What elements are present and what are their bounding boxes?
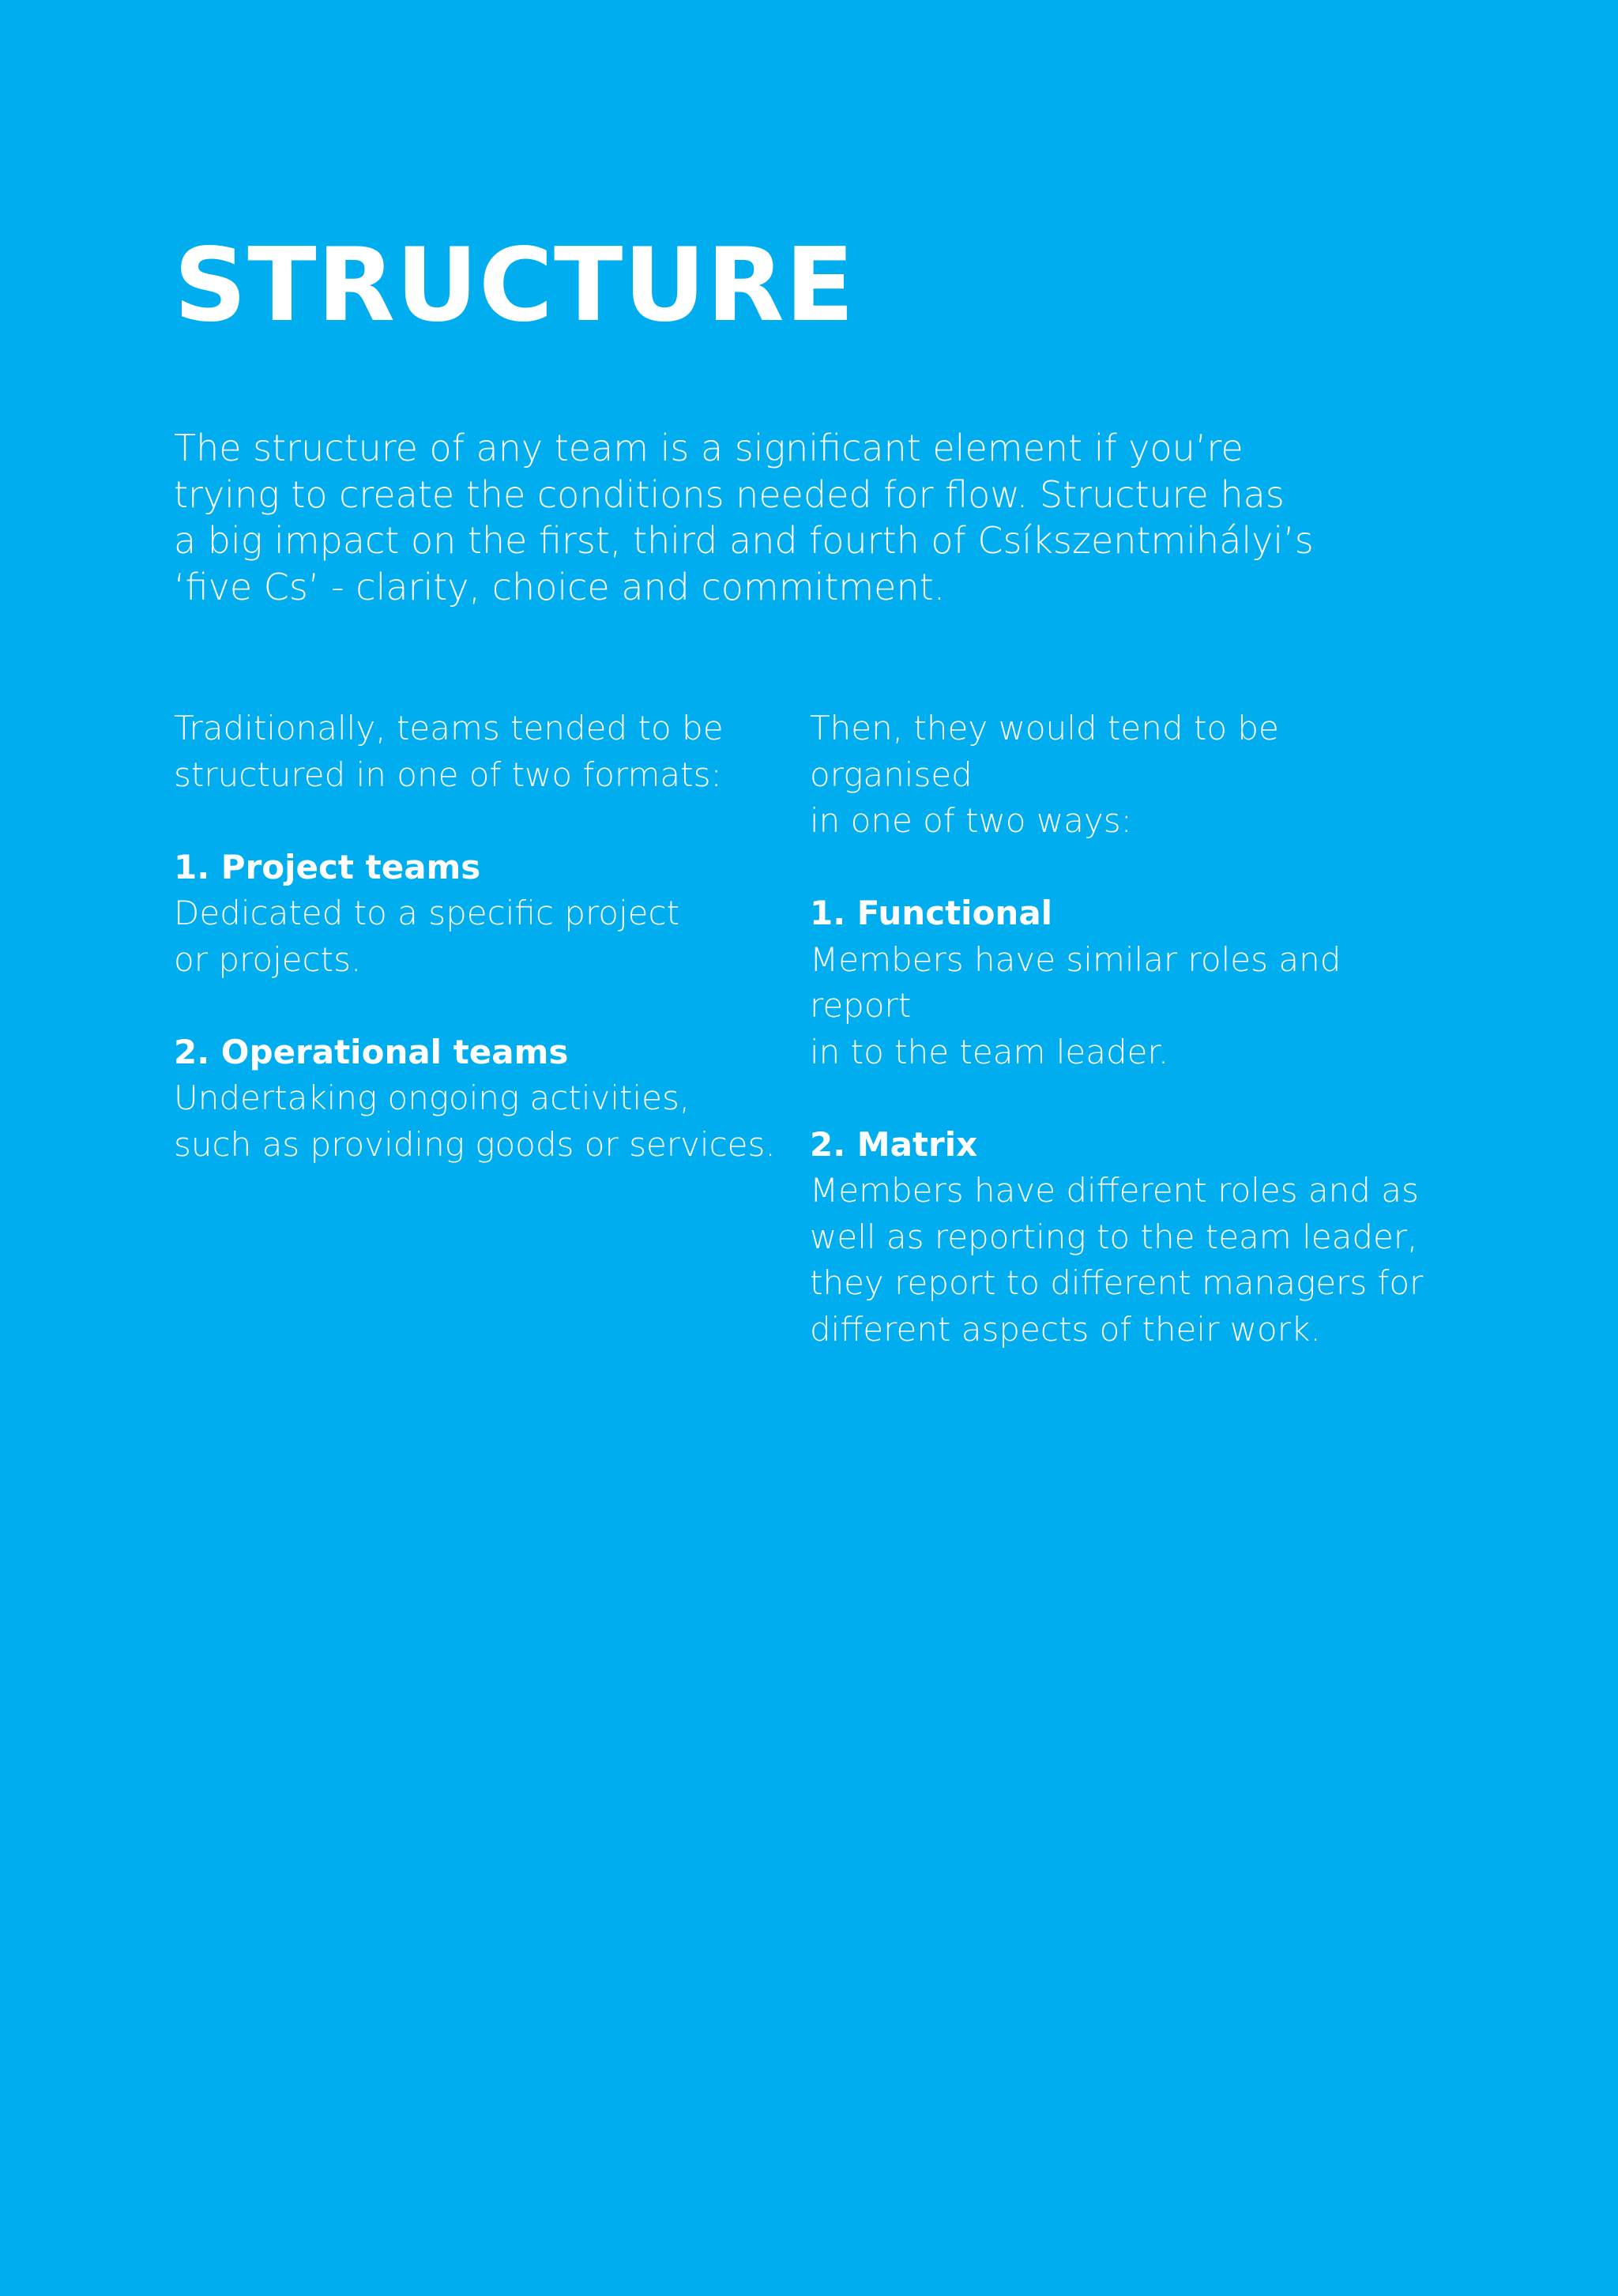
left-lead-text: Traditionally, teams tended to be structured in one of two formats:	[174, 709, 724, 794]
item-title: 1. Project teams	[174, 847, 481, 886]
list-item	[810, 1122, 1442, 1353]
list-item	[810, 890, 1442, 1075]
list-item	[174, 845, 806, 984]
right-lead-text: Then, they would tend to be organised in one of two ways:	[810, 709, 1279, 840]
left-column	[174, 706, 806, 1214]
list-item	[174, 1029, 806, 1169]
item-text: Undertaking ongoing activities, such as providing goods or services.	[174, 1078, 776, 1164]
intro-paragraph: The structure of any team is a significant element if you’re trying to create the conditions needed for flow. Structure has a big impact on the first, third and fourth of Csíkszentmihályi’s ‘five Cs’ - clarity, choice and commitment.	[174, 427, 1314, 608]
right-column	[810, 706, 1442, 1399]
page-title: STRUCTURE	[174, 227, 856, 344]
item-text: Dedicated to a specific project or projects.	[174, 894, 680, 979]
item-title: 2. Matrix	[810, 1124, 978, 1164]
item-text: Members have different roles and as well as reporting to the team leader, they report to different managers for different aspects of their work.	[810, 1171, 1424, 1349]
item-title: 2. Operational teams	[174, 1032, 569, 1071]
item-text: Members have similar roles and report in to the team leader.	[810, 939, 1341, 1071]
item-title: 1. Functional	[810, 894, 1053, 932]
